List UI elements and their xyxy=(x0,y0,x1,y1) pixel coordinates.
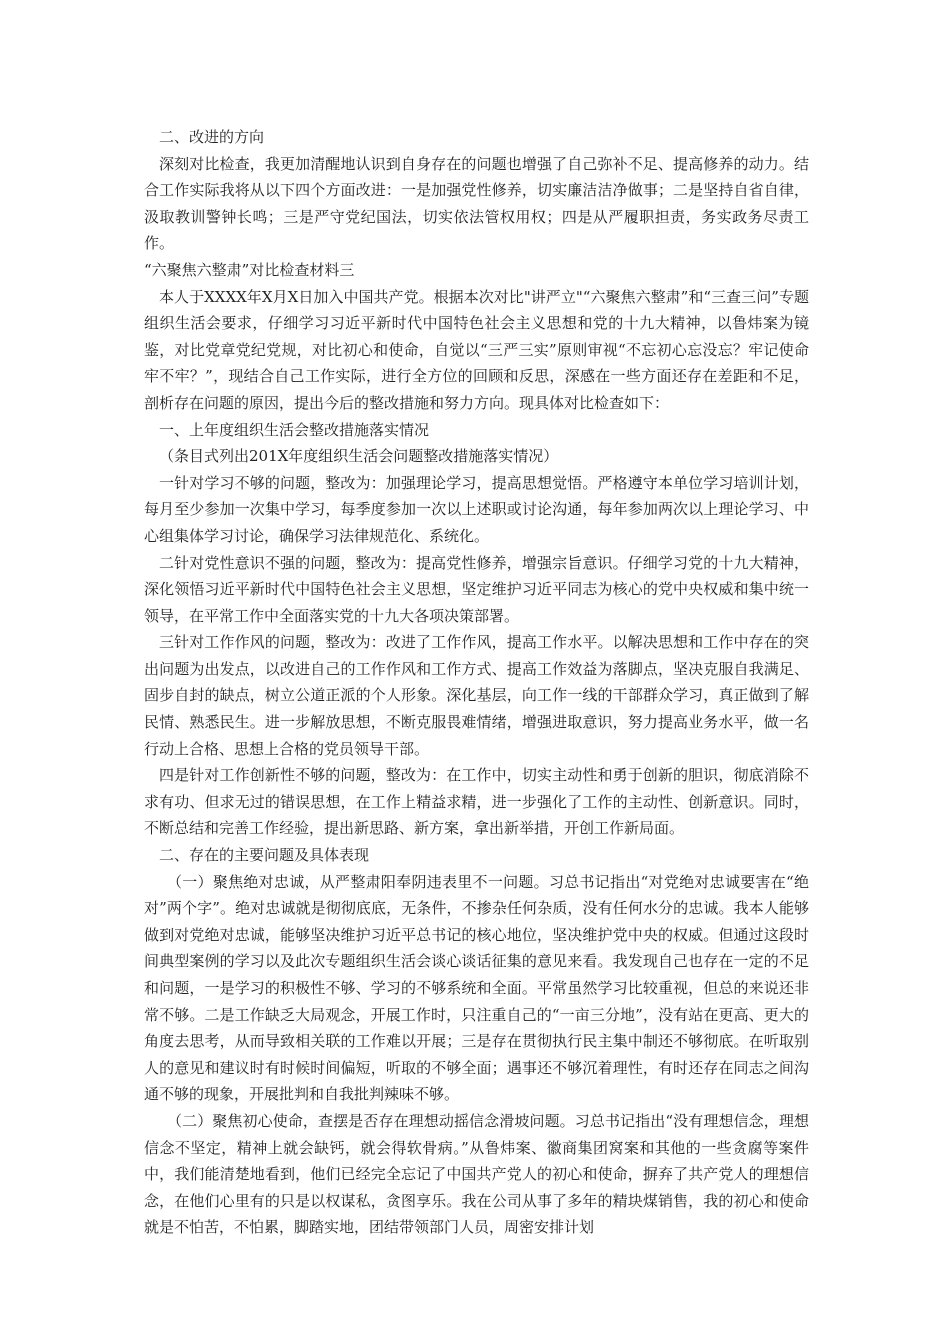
paragraph: （一）聚焦绝对忠诚，从严整肃阳奉阴违表里不一问题。习总书记指出“对党绝对忠诚要害在“绝对”两个字”。绝对忠诚就是彻彻底底，无条件，不掺杂任何杂质，没有任何水分的忠诚。我本人能够做到对党绝对忠诚，能够坚决维护习近平总书记的核心地位，坚决维护党中央的权威。但通过这段时间典型案例的学习以及此次专题组织生活会谈心谈话征集的意见来看。我发现自己也存在一定的不足和问题，一是学习的积极性不够、学习的不够系统和全面。平常虽然学习比较重视，但总的来说还非常不够。二是工作缺乏大局观念，开展工作时，只注重自己的“一亩三分地”，没有站在更高、更大的角度去思考，从而导致相关联的工作难以开展；三是存在贯彻执行民主集中制还不够彻底。在听取别人的意见和建议时有时候时间偏短，听取的不够全面；遇事还不够沉着理性，有时还存在同志之间沟通不够的现象，开展批判和自我批判辣味不够。 xyxy=(144,872,809,1104)
paragraph: 本人于XXXX年X月X日加入中国共产党。根据本次对比"讲严立"“六聚焦六整肃”和“三查三问”专题组织生活会要求，仔细学习习近平新时代中国特色社会主义思想和党的十九大精神，以鲁炜案为镜鉴，对比党章党纪党规，对比初心和使命，自觉以“三严三实”原则审视“不忘初心忘没忘？牢记使命牢不牢？”，现结合自己工作实际，进行全方位的回顾和反思，深感在一些方面还存在差距和不足，剖析存在问题的原因，提出今后的整改措施和努力方向。现具体对比检查如下： xyxy=(144,287,809,412)
heading-section-one: 一、上年度组织生活会整改措施落实情况 xyxy=(159,420,430,439)
heading-section-two: 二、存在的主要问题及具体表现 xyxy=(159,846,370,865)
document-body xyxy=(144,124,809,1241)
paragraph: 三针对工作作风的问题，整改为：改进了工作作风，提高工作水平。以解决思想和工作中存在的突出问题为出发点，以改进自己的工作作风和工作方式、提高工作效益为落脚点，坚决克服自我满足、固步自封的缺点，树立公道正派的个人形象。深化基层，向工作一线的干部群众学习，真正做到了解民情、熟悉民生。进一步解放思想，不断克服畏难情绪，增强进取意识，努力提高业务水平，做一名行动上合格、思想上合格的党员领导干部。 xyxy=(144,633,809,758)
heading-improvement-direction: 二、改进的方向 xyxy=(159,128,265,146)
paragraph: 二针对党性意识不强的问题，整改为：提高党性修养，增强宗旨意识。仔细学习党的十九大精神，深化领悟习近平新时代中国特色社会主义思想，坚定维护习近平同志为核心的党中央权威和集中统一领导，在平常工作中全面落实党的十九大各项决策部署。 xyxy=(144,553,809,625)
paragraph: 一针对学习不够的问题，整改为：加强理论学习，提高思想觉悟。严格遵守本单位学习培训计划，每月至少参加一次集中学习，每季度参加一次以上述职或讨论沟通，每年参加两次以上理论学习、中心组集体学习讨论，确保学习法律规范化、系统化。 xyxy=(144,473,809,545)
paragraph: 四是针对工作创新性不够的问题，整改为：在工作中，切实主动性和勇于创新的胆识，彻底消除不求有功、但求无过的错误思想，在工作上精益求精，进一步强化了工作的主动性、创新意识。同时，不断总结和完善工作经验，提出新思路、新方案，拿出新举措，开创工作新局面。 xyxy=(144,766,809,838)
paragraph: 深刻对比检查，我更加清醒地认识到自身存在的问题也增强了自己弥补不足、提高修养的动力。结合工作实际我将从以下四个方面改进：一是加强党性修养，切实廉洁洁净做事；二是坚持自省自律，汲取教训警钟长鸣；三是严守党纪国法，切实依法管权用权；四是从严履职担责，务实政务尽责工作。 xyxy=(144,154,809,253)
paragraph: （二）聚焦初心使命，查摆是否存在理想动摇信念滑坡问题。习总书记指出“没有理想信念，理想信念不坚定，精神上就会缺钙，就会得软骨病。”从鲁炜案、徽商集团窝案和其他的一些贪腐等案件中，我们能清楚地看到，他们已经完全忘记了中国共产党人的初心和使命，摒弃了共产党人的理想信念，在他们心里有的只是以权谋私，贪图享乐。我在公司从事了多年的精块煤销售，我的初心和使命就是不怕苦，不怕累，脚踏实地，团结带领部门人员，周密安排计划 xyxy=(144,1111,809,1237)
paragraph-note: （条目式列出201X年度组织生活会问题整改措施落实情况） xyxy=(159,447,559,466)
document-title: “六聚焦六整肃”对比检查材料三 xyxy=(144,260,355,279)
